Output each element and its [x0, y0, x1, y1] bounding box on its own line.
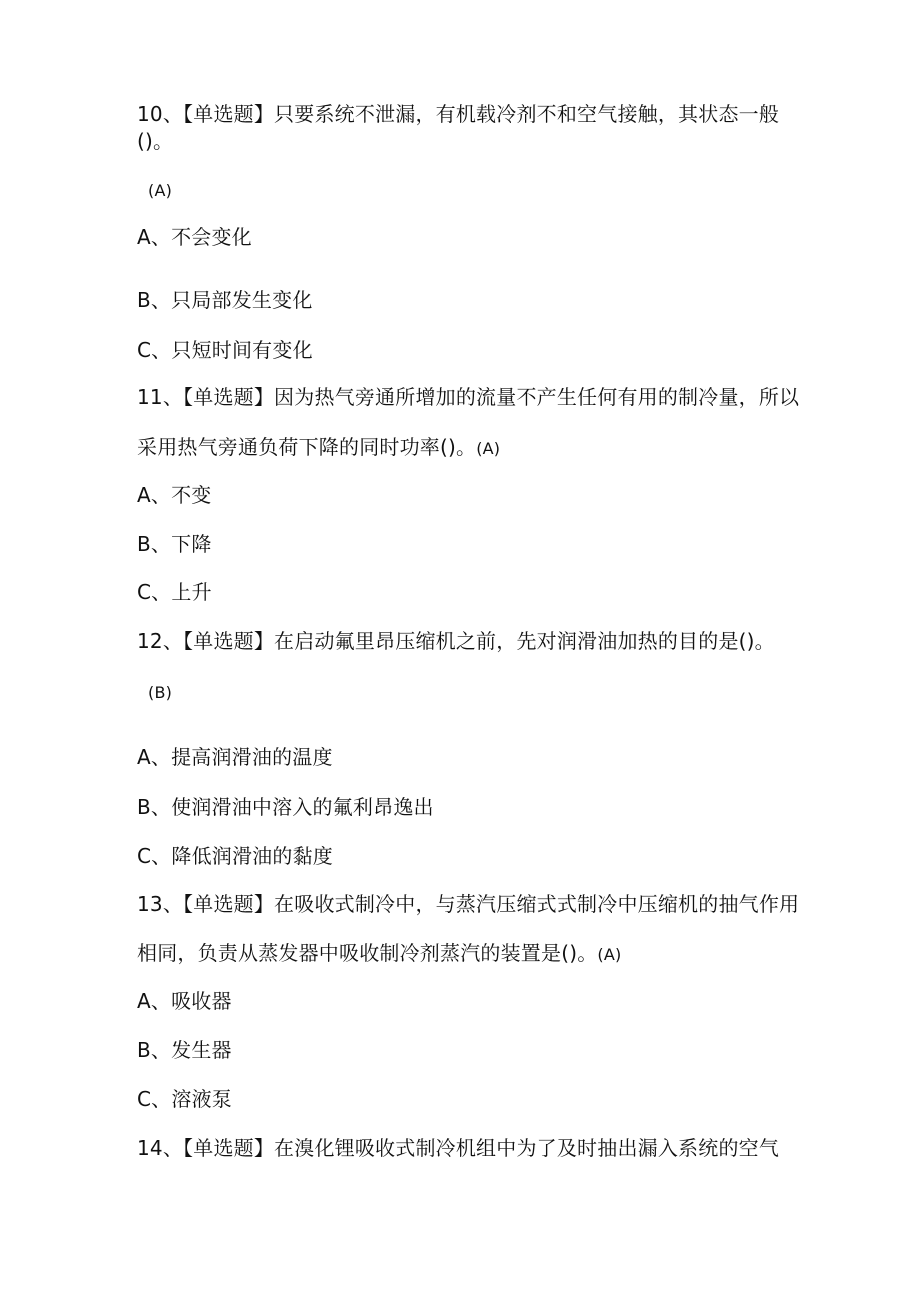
question-11-stem-line-2: 采用热气旁通负荷下降的同时功率()。	[137, 435, 477, 459]
question-12-answer: (B)	[148, 683, 173, 702]
question-10-option-c: C、只短时间有变化	[137, 338, 313, 362]
question-11-answer: (A)	[476, 439, 501, 458]
question-11-option-b: B、下降	[137, 532, 212, 556]
question-12-option-b: B、使润滑油中溶入的氟利昂逸出	[137, 795, 434, 819]
question-13-stem-line-1: 13、【单选题】在吸收式制冷中，与蒸汽压缩式式制冷中压缩机的抽气作用	[137, 892, 800, 916]
question-13-option-c: C、溶液泵	[137, 1087, 232, 1111]
question-13-answer: (A)	[597, 945, 622, 964]
question-12-stem-line-1: 12、【单选题】在启动氟里昂压缩机之前，先对润滑油加热的目的是()。	[137, 629, 775, 653]
question-11-option-a: A、不变	[137, 483, 212, 507]
question-13-stem-line-2-row	[137, 941, 621, 967]
question-11-stem-line-1: 11、【单选题】因为热气旁通所增加的流量不产生任何有用的制冷量，所以	[137, 385, 800, 409]
question-11-stem-line-2-row	[137, 435, 500, 461]
question-12-option-c: C、降低润滑油的黏度	[137, 844, 333, 868]
question-13-stem-line-2: 相同，负责从蒸发器中吸收制冷剂蒸汽的装置是()。	[137, 941, 598, 965]
question-13-option-b: B、发生器	[137, 1038, 232, 1062]
question-12-option-a: A、提高润滑油的温度	[137, 745, 333, 769]
question-10-option-b: B、只局部发生变化	[137, 288, 313, 312]
question-10-stem-line-1: 10、【单选题】只要系统不泄漏，有机载冷剂不和空气接触，其状态一般	[137, 102, 780, 126]
question-10-option-a: A、不会变化	[137, 225, 252, 249]
question-10-answer: (A)	[148, 181, 173, 200]
question-14-stem-line-1: 14、【单选题】在溴化锂吸收式制冷机组中为了及时抽出漏入系统的空气	[137, 1136, 780, 1160]
question-13-option-a: A、吸收器	[137, 989, 232, 1013]
question-10-stem-line-2: ()。	[137, 129, 174, 153]
question-11-option-c: C、上升	[137, 580, 212, 604]
